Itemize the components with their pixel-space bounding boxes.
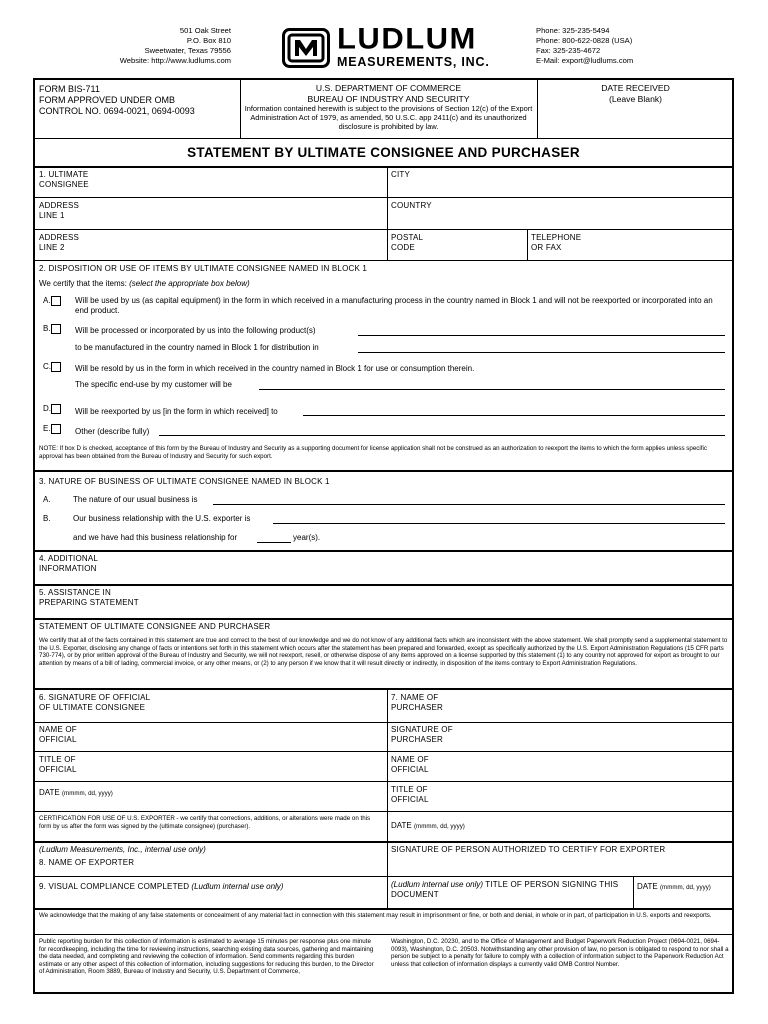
business-nature-label: The nature of our usual business is: [73, 495, 198, 504]
visual-compliance-field[interactable]: 9. VISUAL COMPLIANCE COMPLETED (Ludlum internal use only): [39, 882, 284, 891]
option-d-checkbox[interactable]: [51, 404, 61, 414]
website-link[interactable]: Website: http://www.ludlums.com: [119, 56, 231, 65]
option-a-text: Will be used by us (as capital equipment) in the form in which received in a manufacturing process in the country named in Block 1 and will not be reexported or incorporated into an end product.: [75, 296, 713, 315]
option-b-products-line[interactable]: [358, 335, 725, 336]
ludlum-logo: [282, 22, 494, 72]
exporter-certification-text: CERTIFICATION FOR USE OF U.S. EXPORTER - we certify that corrections, additions, or alterations were made on this form by us after the form was signed by the (ultimate consignee) (purchaser).: [39, 815, 371, 830]
email-link[interactable]: E-Mail: export@ludlums.com: [536, 56, 634, 65]
name-exporter-field[interactable]: (Ludlum Measurements, Inc., internal use only) 8. NAME OF EXPORTER: [39, 845, 206, 867]
name-official-field[interactable]: NAME OF OFFICIAL: [39, 725, 77, 744]
certify-line: We certify that the items: (select the appropriate box below): [39, 279, 250, 288]
name-official-purchaser-field[interactable]: NAME OF OFFICIAL: [391, 755, 429, 774]
false-statement-acknowledgement: We acknowledge that the making of any false statements or concealment of any material fact in connection with this statement may result in imprisonment or fine, or both and denial, in whole or in part, of participation in U.S. exports and reexports.: [39, 912, 712, 919]
block2-heading: 2. DISPOSITION OR USE OF ITEMS BY ULTIMATE CONSIGNEE NAMED IN BLOCK 1: [39, 264, 368, 273]
option-e: E.: [43, 424, 61, 434]
form-id: FORM BIS-711 FORM APPROVED UNDER OMB CONTROL NO. 0694-0021, 0694-0093: [39, 84, 195, 116]
option-e-describe-line[interactable]: [159, 435, 725, 436]
option-b-text2: to be manufactured in the country named in Block 1 for distribution in: [75, 343, 319, 352]
title-official-field[interactable]: TITLE OF OFFICIAL: [39, 755, 77, 774]
signature-exporter-field[interactable]: SIGNATURE OF PERSON AUTHORIZED TO CERTIFY FOR EXPORTER: [391, 845, 666, 854]
option-c-enduse-line[interactable]: [259, 389, 725, 390]
company-address: 501 Oak Street P.O. Box 810 Sweetwater, Texas 79556 Website: http://www.ludlums.com: [119, 26, 231, 65]
burden-statement-left: Public reporting burden for this collection of information is estimated to average 15 minutes per response plus one minute for recordkeeping, including the time for reviewing instructions, searching existing data sources, gathering and maintaining the data needed, and completing and reviewing the collection of information. Send comments regarding this burden estimate or any other aspect of this collection of information, including suggestions for reducing this burden, to the Director of Administration, Room 3889, Bureau of Industry and Security, U.S. Department of Commerce,: [39, 938, 374, 976]
date-exporter-cert-field[interactable]: DATE (mmmm, dd, yyyy): [391, 821, 465, 830]
letterhead: [0, 0, 768, 78]
logo-tagline: MEASUREMENTS, INC.: [337, 55, 490, 69]
date-consignee-field[interactable]: DATE (mmmm, dd, yyyy): [39, 788, 113, 797]
option-d-destination-line[interactable]: [303, 415, 725, 416]
option-c: C.: [43, 362, 61, 372]
signature-purchaser-field[interactable]: SIGNATURE OF PURCHASER: [391, 725, 453, 744]
statement-text: We certify that all of the facts contained in this statement are true and correct to the best of our knowledge and we do not know of any additional facts which are inconsistent with the above statement. We shall promptly send a supplemental statement to the U.S. Exporter, disclosing any change of facts or intentions set forth in this statement which occurs after the statement has been prepared and forwarded, except as specifically authorized by the U.S. Export Administration Regulations (15 CFR parts 730-774), or by prior written approval of the Bureau of Industry and Security, we will not reexport, resell, or otherwise dispose of any items approved on a license supported by this statement (1) to any country not approved for export as brought to our attention by means of a bill of lading, commercial invoice, or any other means, or (2) to any person if we know that it will result directly or indirectly, in disposition of the items contrary to Export Administration Regulations.: [39, 637, 728, 667]
option-c-text2: The specific end-use by my customer will be: [75, 380, 232, 389]
title-person-signing-field[interactable]: (Ludlum internal use only) TITLE OF PERSON SIGNING THIS DOCUMENT: [391, 880, 619, 899]
option-a: A.: [43, 296, 61, 306]
address-line2-field[interactable]: ADDRESS LINE 2: [39, 233, 80, 252]
telephone-fax-field[interactable]: TELEPHONE OR FAX: [531, 233, 582, 252]
postal-code-field[interactable]: POSTAL CODE: [391, 233, 424, 252]
ultimate-consignee-field[interactable]: 1. ULTIMATE CONSIGNEE: [39, 170, 89, 189]
option-e-text: Other (describe fully): [75, 427, 150, 436]
company-contacts: Phone: 325-235-5494 Phone: 800-622-0828 (USA) Fax: 325-235-4672 E-Mail: export@ludlums.com: [536, 26, 634, 65]
country-field[interactable]: COUNTRY: [391, 201, 432, 210]
block2-note: NOTE: If box D is checked, acceptance of this form by the Bureau of Industry and Security as a supporting document for license application shall not be construed as an authorization to reexport the items to which the form applies unless specific approval has been obtained from the Bureau of Industry and Security for such export.: [39, 445, 707, 460]
logo-wordmark: LUDLUM: [337, 22, 477, 56]
business-relationship-label: Our business relationship with the U.S. exporter is: [73, 514, 251, 523]
ludlum-logo-icon: [282, 28, 330, 68]
option-b-checkbox[interactable]: [51, 324, 61, 334]
additional-information-field[interactable]: 4. ADDITIONAL INFORMATION: [39, 554, 99, 573]
option-e-checkbox[interactable]: [51, 424, 61, 434]
form-title: STATEMENT BY ULTIMATE CONSIGNEE AND PURCHASER: [187, 145, 580, 160]
signature-official-field[interactable]: 6. SIGNATURE OF OFFICIAL OF ULTIMATE CONSIGNEE: [39, 693, 151, 712]
option-b: B.: [43, 324, 61, 334]
relationship-years-line[interactable]: [257, 542, 291, 543]
option-c-checkbox[interactable]: [51, 362, 61, 372]
option-d-text: Will be reexported by us [in the form in which received] to: [75, 407, 278, 416]
block3-heading: 3. NATURE OF BUSINESS OF ULTIMATE CONSIGNEE NAMED IN BLOCK 1: [39, 477, 330, 486]
assistance-field[interactable]: 5. ASSISTANCE IN PREPARING STATEMENT: [39, 588, 139, 607]
name-purchaser-field[interactable]: 7. NAME OF PURCHASER: [391, 693, 444, 712]
option-a-checkbox[interactable]: [51, 296, 61, 306]
statement-heading: STATEMENT OF ULTIMATE CONSIGNEE AND PURCHASER: [39, 622, 271, 631]
confidentiality-notice: Information contained herewith is subject to the provisions of Section 12(c) of the Export Administration Act of 1979, as amended, 50 U.S.C. app 2411(c) and its unauthorized disclosure is prohibited by law.: [244, 104, 533, 131]
business-nature-line[interactable]: [213, 504, 725, 505]
business-relationship-line[interactable]: [273, 523, 725, 524]
burden-statement-right: Washington, D.C. 20230, and to the Office of Management and Budget Paperwork Reduction Project (0694-0021, 0694-0093), Washington, D.C. 20503. Notwithstanding any other provision of law, no person is obligated to respond to nor shall a person be subject to a penalty for failure to comply with a collection of information subject to the Paperwork Reduction Act unless that collection of information displays a currently valid OMB Control Number.: [391, 938, 729, 968]
agency-header: U.S. DEPARTMENT OF COMMERCE BUREAU OF INDUSTRY AND SECURITY Information contained herewith is subject to the provisions of Section 12(c) of the Export Administration Act of 1979, as amended, 50 U.S.C. app 2411(c) and its unauthorized disclosure is prohibited by law.: [240, 83, 537, 131]
bis-711-form: FORM BIS-711 FORM APPROVED UNDER OMB CONTROL NO. 0694-0021, 0694-0093 U.S. DEPARTMENT OF COMMERCE BUREAU OF INDUSTRY AND SECURITY Information contained herewith is subject to the provisions of Section 12(c) of the Export Administration Act of 1979, as amended, 50 U.S.C. app 2411(c) and its unauthorized disclosure is prohibited by law. DATE RECEIVED (Leave Blank) STATEMENT BY ULTIMATE CONSIGNEE AND PURCHASER 1. ULTIMATE CONSIGNEE CITY ADDRESS LINE 1 COUNTRY ADDRESS LINE 2 POSTAL CODE TELEPHONE OR FAX 2. DISPOSITION OR USE OF ITEMS BY ULTIMATE CONSIGNEE NAMED IN BLOCK 1 We certify that the items: (select the appropriate box below) A. Will be used by us (as capital equipment) in the form in which received in a manufacturing process in the country named in Block 1 and will not be reexported or incorporated into an end product. B. Will be processed or incorporated by us into the following product(s) to be manufactured in the country named in Block 1 for distribution in C. Will be resold by us in the form in which received in the country named in Block 1 for use or consumption therein. The specific end-use by my customer will be D. Will be reexported by us [in the form in which received] to E. Other (describe fully) NOTE: If box D is checked, acceptance of this form by the Bureau of Industry and Security as a supporting document for license application shall not be construed as an authorization to reexport the items to which the form applies unless specific approval has been obtained from the Bureau of Industry and Security for such export. 3. NATURE OF BUSINESS OF ULTIMATE CONSIGNEE NAMED IN BLOCK 1 A. The nature of our usual business is B. Our business relationship with the U.S. exporter is and we have had this business relationship for year(s). 4. ADDITIONAL INFORMATION 5. ASSISTANCE IN PREPARING STATEMENT STATEMENT OF ULTIMATE CONSIGNEE AND PURCHASER We certify that all of the facts contained in this statement are true and correct to the best of our knowledge and we do not know of any additional facts which are inconsistent with the above statement. We shall promptly send a supplemental statement to the U.S. Exporter, disclosing any change of facts or intentions set forth in this statement which occurs after the statement has been prepared and forwarded, except as specifically authorized by the U.S. Export Administration Regulations (15 CFR parts 730-774), or by prior written approval of the Bureau of Industry and Security, we will not reexport, resell, or otherwise dispose of any items approved on a license supported by this statement (1) to any country not approved for export as brought to our attention by means of a bill of lading, commercial invoice, or any other means, or (2) to any person if we know that it will result directly or indirectly, in disposition of the items contrary to Export Administration Regulations. 6. SIGNATURE OF OFFICIAL OF ULTIMATE CONSIGNEE 7. NAME OF PURCHASER NAME OF OFFICIAL SIGNATURE OF PURCHASER TITLE OF OFFICIAL NAME OF OFFICIAL DATE (mmmm, dd, yyyy) TITLE OF OFFICIAL CERTIFICATION FOR USE OF U.S. EXPORTER - we certify that corrections, additions, or alterations were made on this form by us after the form was signed by the (ultimate consignee) (purchaser). DATE (mmmm, dd, yyyy) (Ludlum Measurements, Inc., internal use only) 8. NAME OF EXPORTER SIGNATURE OF PERSON AUTHORIZED TO CERTIFY FOR EXPORTER 9. VISUAL COMPLIANCE COMPLETED (Ludlum internal use only) (Ludlum internal use only) TITLE OF PERSON SIGNING THIS DOCUMENT DATE (mmmm, dd, yyyy) We acknowledge that the making of any false statements or concealment of any material fact in connection with this statement may result in imprisonment or fine, or both and denial, in whole or in part, of participation in U.S. exports and reexports. Public reporting burden for this collection of information is estimated to average 15 minutes per response plus one minute for recordkeeping, including the time for reviewing instructions, searching existing data sources, gathering and maintaining the data needed, and completing and reviewing the collection of information. Send comments regarding this burden estimate or any other aspect of this collection of information, including suggestions for reducing this burden, to the Director of Administration, Room 3889, Bureau of Industry and Security, U.S. Department of Commerce, Washington, D.C. 20230, and to the Office of Management and Budget Paperwork Reduction Project (0694-0021, 0694-0093), Washington, D.C. 20503. Notwithstanding any other provision of law, no person is obligated to respond to nor shall a person be subject to a penalty for failure to comply with a collection of information subject to the Paperwork Reduction Act unless that collection of information displays a currently valid OMB Control Number.: [33, 78, 734, 994]
date-received-box[interactable]: DATE RECEIVED (Leave Blank): [601, 83, 670, 104]
option-c-text: Will be resold by us in the form in which received in the country named in Block 1 for use or consumption therein.: [75, 364, 475, 373]
option-d: D.: [43, 404, 61, 414]
option-b-distribution-line[interactable]: [358, 352, 725, 353]
address-line1-field[interactable]: ADDRESS LINE 1: [39, 201, 80, 220]
option-b-text: Will be processed or incorporated by us into the following product(s): [75, 326, 316, 335]
date-exporter-field[interactable]: DATE (mmmm, dd, yyyy): [637, 882, 711, 891]
relationship-years-label: and we have had this business relationship for: [73, 533, 238, 542]
title-official-purchaser-field[interactable]: TITLE OF OFFICIAL: [391, 785, 429, 804]
city-field[interactable]: CITY: [391, 170, 411, 179]
